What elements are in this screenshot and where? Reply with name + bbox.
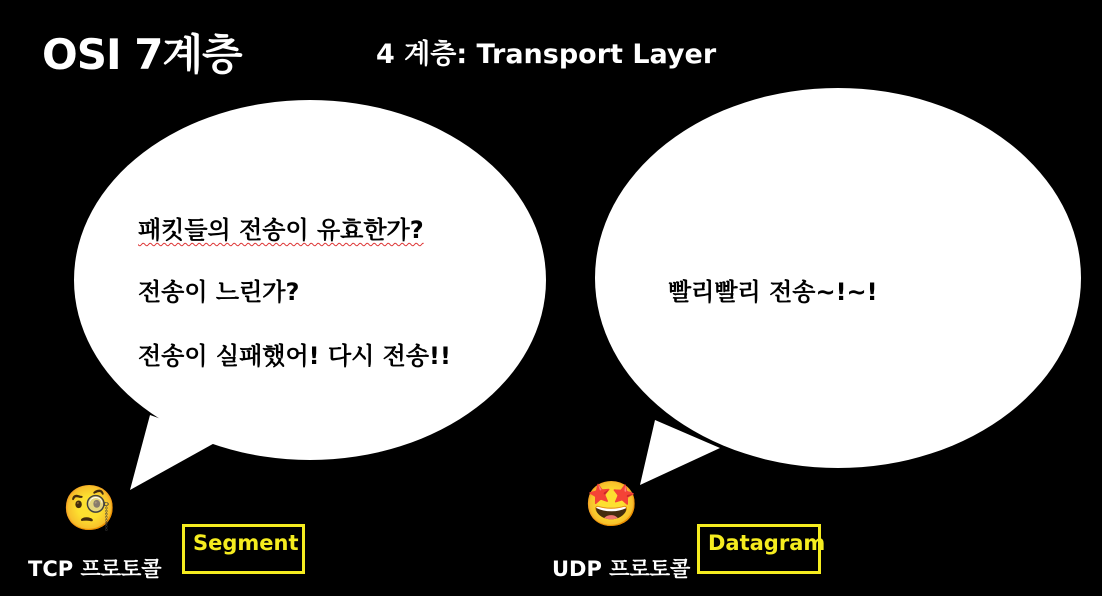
- star-struck-icon: 🤩: [584, 479, 639, 530]
- tcp-question-validity: [138, 210, 424, 245]
- udp-unit-box: Datagram: [697, 524, 821, 574]
- slide-title: OSI 7계층: [42, 30, 242, 79]
- udp-fast-text: 빨리빨리 전송~!~!: [668, 278, 878, 306]
- tcp-question-validity-text: 패킷들의 전송이 유효한가?: [138, 216, 424, 244]
- face-with-monocle-icon: 🧐: [62, 483, 117, 534]
- tcp-question-speed: 전송이 느린가?: [138, 278, 300, 306]
- tcp-unit-box: Segment: [182, 524, 305, 574]
- udp-protocol-label: UDP 프로토콜: [552, 557, 691, 581]
- tcp-retransmit-text: 전송이 실패했어! 다시 전송!!: [138, 342, 451, 370]
- slide-subtitle: 4 계층: Transport Layer: [376, 39, 717, 70]
- tcp-protocol-label: TCP 프로토콜: [28, 557, 162, 581]
